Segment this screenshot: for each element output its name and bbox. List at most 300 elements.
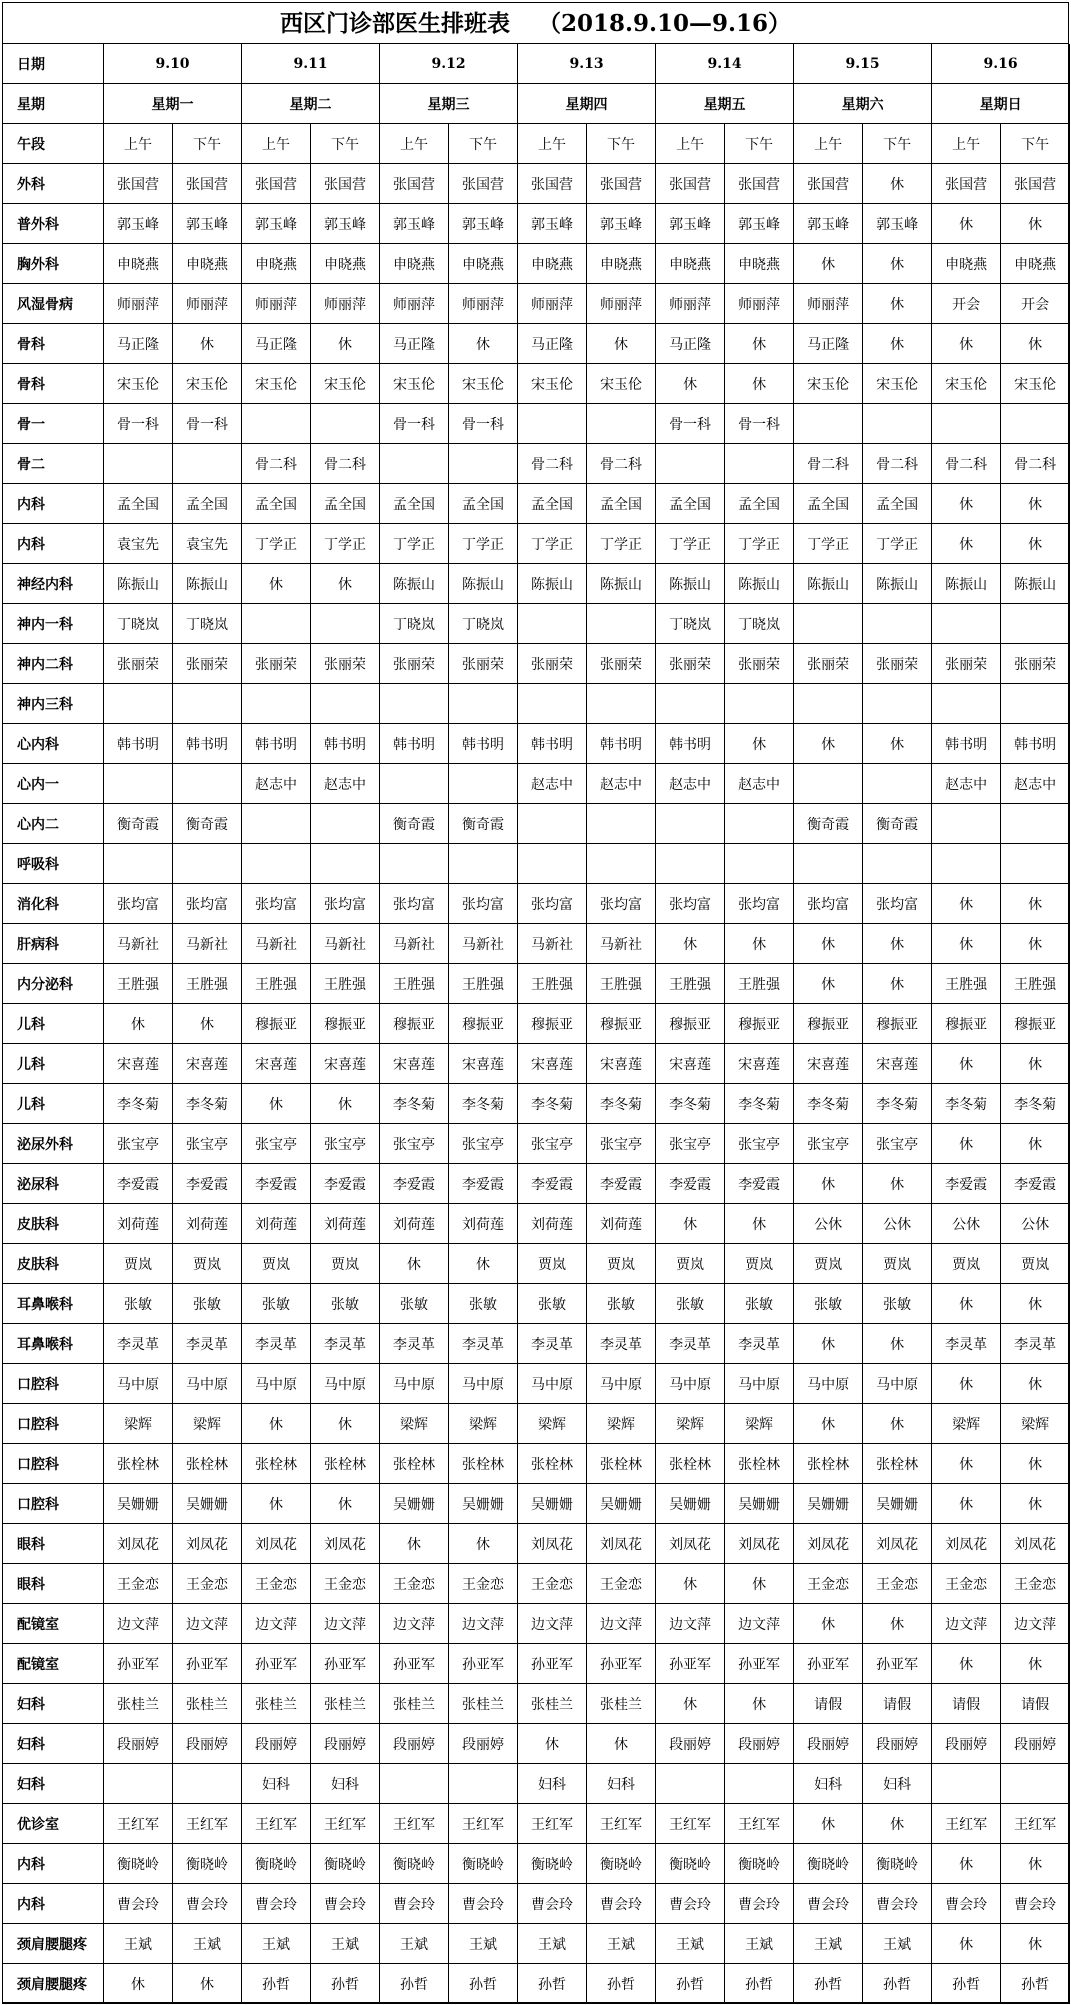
doctor-cell: 刘荷莲 (587, 1204, 656, 1244)
doctor-cell: 穆振亚 (725, 1004, 794, 1044)
doctor-cell: 穆振亚 (1001, 1004, 1070, 1044)
doctor-cell: 休 (725, 724, 794, 764)
doctor-cell: 李灵革 (587, 1324, 656, 1364)
doctor-cell: 公休 (932, 1204, 1001, 1244)
doctor-cell: 贾岚 (1001, 1244, 1070, 1284)
doctor-cell: 穆振亚 (863, 1004, 932, 1044)
doctor-cell: 骨一科 (173, 404, 242, 444)
doctor-cell: 休 (932, 324, 1001, 364)
doctor-cell: 边文萍 (1001, 1604, 1070, 1644)
doctor-cell: 张均富 (104, 884, 173, 924)
doctor-cell: 李冬菊 (656, 1084, 725, 1124)
period-cell: 上午 (242, 124, 311, 164)
doctor-cell: 衡晓岭 (104, 1844, 173, 1884)
doctor-cell: 丁晓岚 (380, 604, 449, 644)
doctor-cell (863, 764, 932, 804)
doctor-cell: 边文萍 (380, 1604, 449, 1644)
doctor-cell: 张栓林 (104, 1444, 173, 1484)
table-row (3, 1164, 1070, 1204)
doctor-cell: 李爱霞 (518, 1164, 587, 1204)
doctor-cell: 休 (932, 1444, 1001, 1484)
doctor-cell: 张敏 (518, 1284, 587, 1324)
doctor-cell: 骨二科 (587, 444, 656, 484)
doctor-cell: 吴姗姗 (449, 1484, 518, 1524)
department-cell: 妇科 (3, 1764, 104, 1804)
doctor-cell: 孟全国 (449, 484, 518, 524)
doctor-cell: 曹会玲 (1001, 1884, 1070, 1924)
doctor-cell: 张均富 (863, 884, 932, 924)
doctor-cell: 休 (863, 284, 932, 324)
doctor-cell: 郭玉峰 (656, 204, 725, 244)
doctor-cell: 宋玉伦 (863, 364, 932, 404)
doctor-cell: 穆振亚 (518, 1004, 587, 1044)
schedule-body (3, 44, 1070, 2004)
doctor-cell: 郭玉峰 (311, 204, 380, 244)
table-row (3, 684, 1070, 724)
doctor-cell: 衡晓岭 (380, 1844, 449, 1884)
doctor-cell (932, 684, 1001, 724)
doctor-cell (863, 604, 932, 644)
table-row (3, 444, 1070, 484)
doctor-cell: 宋玉伦 (311, 364, 380, 404)
doctor-cell: 张桂兰 (449, 1684, 518, 1724)
doctor-cell: 刘荷莲 (173, 1204, 242, 1244)
doctor-cell: 张丽荣 (380, 644, 449, 684)
doctor-cell: 休 (794, 1404, 863, 1444)
table-row (3, 1004, 1070, 1044)
doctor-cell: 贾岚 (173, 1244, 242, 1284)
doctor-cell: 休 (863, 1324, 932, 1364)
doctor-cell: 刘凤花 (587, 1524, 656, 1564)
doctor-cell: 张宝亭 (380, 1124, 449, 1164)
doctor-cell: 师丽萍 (518, 284, 587, 324)
department-cell: 眼科 (3, 1524, 104, 1564)
doctor-cell: 衡晓岭 (725, 1844, 794, 1884)
table-row (3, 484, 1070, 524)
doctor-cell (587, 604, 656, 644)
doctor-cell: 休 (1001, 1124, 1070, 1164)
doctor-cell: 赵志中 (518, 764, 587, 804)
doctor-cell: 韩书明 (449, 724, 518, 764)
doctor-cell (242, 804, 311, 844)
table-row (3, 1484, 1070, 1524)
doctor-cell: 丁晓岚 (725, 604, 794, 644)
doctor-cell: 刘凤花 (242, 1524, 311, 1564)
doctor-cell: 衡奇霞 (863, 804, 932, 844)
doctor-cell: 张丽荣 (173, 644, 242, 684)
doctor-cell: 陈振山 (863, 564, 932, 604)
doctor-cell: 王斌 (794, 1924, 863, 1964)
doctor-cell (794, 404, 863, 444)
doctor-cell: 张国营 (104, 164, 173, 204)
doctor-cell: 穆振亚 (380, 1004, 449, 1044)
doctor-cell: 贾岚 (863, 1244, 932, 1284)
doctor-cell: 王胜强 (725, 964, 794, 1004)
doctor-cell: 段丽婷 (173, 1724, 242, 1764)
doctor-cell: 衡晓岭 (242, 1844, 311, 1884)
period-cell: 下午 (1001, 124, 1070, 164)
schedule-sheet (2, 2, 1069, 2003)
doctor-cell: 穆振亚 (932, 1004, 1001, 1044)
doctor-cell: 宋喜莲 (242, 1044, 311, 1084)
doctor-cell: 贾岚 (242, 1244, 311, 1284)
doctor-cell: 师丽萍 (311, 284, 380, 324)
department-cell: 胸外科 (3, 244, 104, 284)
doctor-cell: 休 (1001, 924, 1070, 964)
doctor-cell: 贾岚 (311, 1244, 380, 1284)
department-cell: 配镜室 (3, 1604, 104, 1644)
doctor-cell: 师丽萍 (380, 284, 449, 324)
doctor-cell: 穆振亚 (587, 1004, 656, 1044)
doctor-cell: 张国营 (587, 164, 656, 204)
doctor-cell: 张宝亭 (104, 1124, 173, 1164)
doctor-cell: 孙哲 (380, 1964, 449, 2004)
doctor-cell (449, 844, 518, 884)
doctor-cell: 段丽婷 (1001, 1724, 1070, 1764)
doctor-cell: 段丽婷 (794, 1724, 863, 1764)
department-cell: 神内三科 (3, 684, 104, 724)
doctor-cell: 孙亚军 (173, 1644, 242, 1684)
doctor-cell: 丁学正 (449, 524, 518, 564)
doctor-cell: 李灵革 (932, 1324, 1001, 1364)
doctor-cell (932, 604, 1001, 644)
doctor-cell (794, 844, 863, 884)
doctor-cell: 张桂兰 (311, 1684, 380, 1724)
doctor-cell: 张敏 (449, 1284, 518, 1324)
doctor-cell: 孟全国 (656, 484, 725, 524)
doctor-cell: 王胜强 (656, 964, 725, 1004)
doctor-cell: 宋玉伦 (587, 364, 656, 404)
doctor-cell: 郭玉峰 (863, 204, 932, 244)
department-cell: 骨二 (3, 444, 104, 484)
doctor-cell (1001, 804, 1070, 844)
doctor-cell: 申晓燕 (518, 244, 587, 284)
doctor-cell: 休 (932, 924, 1001, 964)
doctor-cell: 丁学正 (725, 524, 794, 564)
doctor-cell (242, 684, 311, 724)
doctor-cell: 休 (932, 884, 1001, 924)
doctor-cell: 李灵革 (104, 1324, 173, 1364)
doctor-cell: 陈振山 (104, 564, 173, 604)
doctor-cell: 孙亚军 (587, 1644, 656, 1684)
doctor-cell: 王红军 (104, 1804, 173, 1844)
doctor-cell: 休 (1001, 204, 1070, 244)
doctor-cell: 衡奇霞 (173, 804, 242, 844)
period-cell: 上午 (518, 124, 587, 164)
doctor-cell: 申晓燕 (656, 244, 725, 284)
table-row (3, 1244, 1070, 1284)
doctor-cell: 休 (932, 1484, 1001, 1524)
doctor-cell: 骨一科 (104, 404, 173, 444)
doctor-cell: 马新社 (518, 924, 587, 964)
doctor-cell: 休 (656, 1204, 725, 1244)
doctor-cell: 韩书明 (380, 724, 449, 764)
department-cell: 肝病科 (3, 924, 104, 964)
doctor-cell: 刘凤花 (656, 1524, 725, 1564)
doctor-cell: 段丽婷 (656, 1724, 725, 1764)
doctor-cell: 休 (794, 1324, 863, 1364)
doctor-cell: 张敏 (863, 1284, 932, 1324)
doctor-cell: 休 (380, 1524, 449, 1564)
doctor-cell: 曹会玲 (242, 1884, 311, 1924)
date-cell: 9.11 (242, 44, 380, 84)
doctor-cell: 孙亚军 (104, 1644, 173, 1684)
table-row (3, 1884, 1070, 1924)
doctor-cell: 马正隆 (656, 324, 725, 364)
weekday-cell: 星期一 (104, 84, 242, 124)
doctor-cell: 吴姗姗 (518, 1484, 587, 1524)
doctor-cell: 申晓燕 (587, 244, 656, 284)
table-row (3, 1724, 1070, 1764)
doctor-cell (656, 844, 725, 884)
doctor-cell: 刘荷莲 (518, 1204, 587, 1244)
doctor-cell: 张国营 (311, 164, 380, 204)
doctor-cell: 休 (587, 1724, 656, 1764)
doctor-cell: 李冬菊 (173, 1084, 242, 1124)
doctor-cell: 马新社 (242, 924, 311, 964)
doctor-cell: 李爱霞 (104, 1164, 173, 1204)
doctor-cell: 请假 (794, 1684, 863, 1724)
doctor-cell (173, 684, 242, 724)
doctor-cell: 宋玉伦 (518, 364, 587, 404)
doctor-cell: 张栓林 (863, 1444, 932, 1484)
period-cell: 下午 (173, 124, 242, 164)
header-weekday-row (3, 84, 1070, 124)
doctor-cell: 休 (449, 1524, 518, 1564)
doctor-cell: 开会 (932, 284, 1001, 324)
doctor-cell (242, 844, 311, 884)
doctor-cell: 王金恋 (173, 1564, 242, 1604)
doctor-cell: 休 (1001, 1644, 1070, 1684)
doctor-cell: 骨二科 (932, 444, 1001, 484)
doctor-cell: 衡晓岭 (656, 1844, 725, 1884)
department-cell: 骨科 (3, 364, 104, 404)
doctor-cell: 休 (794, 1604, 863, 1644)
doctor-cell: 马中原 (380, 1364, 449, 1404)
doctor-cell: 张敏 (656, 1284, 725, 1324)
weekday-cell: 星期日 (932, 84, 1070, 124)
doctor-cell: 休 (587, 324, 656, 364)
doctor-cell: 王红军 (518, 1804, 587, 1844)
doctor-cell: 申晓燕 (1001, 244, 1070, 284)
doctor-cell: 赵志中 (587, 764, 656, 804)
doctor-cell: 休 (863, 924, 932, 964)
doctor-cell: 郭玉峰 (380, 204, 449, 244)
table-row (3, 964, 1070, 1004)
department-cell: 口腔科 (3, 1364, 104, 1404)
doctor-cell: 孙亚军 (242, 1644, 311, 1684)
doctor-cell: 马新社 (104, 924, 173, 964)
doctor-cell (449, 684, 518, 724)
doctor-cell: 贾岚 (518, 1244, 587, 1284)
doctor-cell: 吴姗姗 (380, 1484, 449, 1524)
doctor-cell (725, 844, 794, 884)
doctor-cell: 李冬菊 (863, 1084, 932, 1124)
doctor-cell: 休 (863, 1164, 932, 1204)
doctor-cell: 王金恋 (104, 1564, 173, 1604)
doctor-cell: 赵志中 (725, 764, 794, 804)
doctor-cell: 宋玉伦 (449, 364, 518, 404)
doctor-cell: 丁学正 (863, 524, 932, 564)
doctor-cell: 李冬菊 (518, 1084, 587, 1124)
doctor-cell: 休 (932, 1844, 1001, 1884)
department-cell: 神内二科 (3, 644, 104, 684)
doctor-cell: 张国营 (656, 164, 725, 204)
doctor-cell: 休 (242, 1484, 311, 1524)
date-range: （2018.9.10—9.16） (537, 10, 792, 37)
doctor-cell: 孙哲 (725, 1964, 794, 2004)
doctor-cell: 段丽婷 (449, 1724, 518, 1764)
doctor-cell (173, 444, 242, 484)
doctor-cell: 梁辉 (587, 1404, 656, 1444)
doctor-cell: 韩书明 (104, 724, 173, 764)
doctor-cell: 休 (794, 964, 863, 1004)
department-cell: 皮肤科 (3, 1204, 104, 1244)
doctor-cell: 郭玉峰 (449, 204, 518, 244)
doctor-cell: 李冬菊 (1001, 1084, 1070, 1124)
doctor-cell: 张均富 (380, 884, 449, 924)
table-row (3, 644, 1070, 684)
doctor-cell: 张国营 (518, 164, 587, 204)
doctor-cell: 孟全国 (173, 484, 242, 524)
doctor-cell: 张桂兰 (104, 1684, 173, 1724)
doctor-cell: 师丽萍 (449, 284, 518, 324)
doctor-cell: 贾岚 (794, 1244, 863, 1284)
doctor-cell: 王红军 (1001, 1804, 1070, 1844)
doctor-cell: 王斌 (587, 1924, 656, 1964)
doctor-cell (242, 404, 311, 444)
doctor-cell: 休 (1001, 1844, 1070, 1884)
doctor-cell: 休 (1001, 1444, 1070, 1484)
doctor-cell: 孟全国 (794, 484, 863, 524)
doctor-cell: 休 (1001, 1924, 1070, 1964)
department-cell: 普外科 (3, 204, 104, 244)
doctor-cell (587, 404, 656, 444)
doctor-cell: 陈振山 (1001, 564, 1070, 604)
doctor-cell: 张栓林 (656, 1444, 725, 1484)
doctor-cell: 王金恋 (863, 1564, 932, 1604)
department-cell: 配镜室 (3, 1644, 104, 1684)
doctor-cell: 师丽萍 (656, 284, 725, 324)
table-row (3, 764, 1070, 804)
doctor-cell: 师丽萍 (794, 284, 863, 324)
doctor-cell: 请假 (863, 1684, 932, 1724)
doctor-cell: 孙哲 (242, 1964, 311, 2004)
doctor-cell: 马中原 (311, 1364, 380, 1404)
doctor-cell: 王斌 (104, 1924, 173, 1964)
department-cell: 风湿骨病 (3, 284, 104, 324)
doctor-cell: 刘凤花 (311, 1524, 380, 1564)
doctor-cell: 梁辉 (518, 1404, 587, 1444)
doctor-cell: 衡奇霞 (104, 804, 173, 844)
doctor-cell: 赵志中 (1001, 764, 1070, 804)
doctor-cell: 贾岚 (587, 1244, 656, 1284)
table-row (3, 1924, 1070, 1964)
doctor-cell: 宋喜莲 (518, 1044, 587, 1084)
doctor-cell: 丁学正 (794, 524, 863, 564)
table-row (3, 1324, 1070, 1364)
doctor-cell: 张宝亭 (656, 1124, 725, 1164)
doctor-cell: 段丽婷 (725, 1724, 794, 1764)
department-cell: 内科 (3, 1884, 104, 1924)
doctor-cell: 张丽荣 (518, 644, 587, 684)
doctor-cell: 师丽萍 (104, 284, 173, 324)
doctor-cell: 梁辉 (1001, 1404, 1070, 1444)
doctor-cell: 休 (242, 1084, 311, 1124)
doctor-cell: 陈振山 (932, 564, 1001, 604)
table-row (3, 1804, 1070, 1844)
doctor-cell: 申晓燕 (449, 244, 518, 284)
department-cell: 心内一 (3, 764, 104, 804)
doctor-cell: 休 (380, 1244, 449, 1284)
doctor-cell: 休 (104, 1004, 173, 1044)
doctor-cell: 王斌 (656, 1924, 725, 1964)
doctor-cell: 李爱霞 (449, 1164, 518, 1204)
doctor-cell (656, 444, 725, 484)
doctor-cell: 李灵革 (380, 1324, 449, 1364)
department-cell: 呼吸科 (3, 844, 104, 884)
doctor-cell: 师丽萍 (242, 284, 311, 324)
date-cell: 9.12 (380, 44, 518, 84)
doctor-cell: 赵志中 (242, 764, 311, 804)
period-cell: 下午 (725, 124, 794, 164)
date-label: 日期 (3, 44, 104, 84)
doctor-cell: 贾岚 (725, 1244, 794, 1284)
weekday-cell: 星期二 (242, 84, 380, 124)
doctor-cell: 吴姗姗 (656, 1484, 725, 1524)
doctor-cell: 申晓燕 (311, 244, 380, 284)
doctor-cell: 孟全国 (518, 484, 587, 524)
table-row (3, 1124, 1070, 1164)
doctor-cell: 宋玉伦 (794, 364, 863, 404)
doctor-cell: 袁宝先 (173, 524, 242, 564)
doctor-cell: 陈振山 (587, 564, 656, 604)
doctor-cell: 李爱霞 (242, 1164, 311, 1204)
doctor-cell: 曹会玲 (104, 1884, 173, 1924)
doctor-cell: 休 (863, 244, 932, 284)
weekday-cell: 星期四 (518, 84, 656, 124)
doctor-cell: 张栓林 (587, 1444, 656, 1484)
doctor-cell: 王斌 (863, 1924, 932, 1964)
doctor-cell: 休 (104, 1964, 173, 2004)
doctor-cell: 马中原 (173, 1364, 242, 1404)
doctor-cell: 吴姗姗 (173, 1484, 242, 1524)
doctor-cell: 师丽萍 (587, 284, 656, 324)
doctor-cell: 休 (863, 1604, 932, 1644)
table-row (3, 1604, 1070, 1644)
doctor-cell: 孟全国 (587, 484, 656, 524)
doctor-cell: 衡晓岭 (518, 1844, 587, 1884)
doctor-cell: 丁学正 (311, 524, 380, 564)
doctor-cell: 王红军 (587, 1804, 656, 1844)
table-row (3, 1524, 1070, 1564)
doctor-cell: 李爱霞 (1001, 1164, 1070, 1204)
doctor-cell (587, 804, 656, 844)
doctor-cell: 孙亚军 (449, 1644, 518, 1684)
doctor-cell: 请假 (1001, 1684, 1070, 1724)
doctor-cell: 韩书明 (242, 724, 311, 764)
doctor-cell: 张宝亭 (587, 1124, 656, 1164)
doctor-cell: 张敏 (173, 1284, 242, 1324)
doctor-cell: 穆振亚 (656, 1004, 725, 1044)
period-cell: 下午 (311, 124, 380, 164)
doctor-cell: 骨一科 (380, 404, 449, 444)
doctor-cell (587, 684, 656, 724)
doctor-cell: 孙亚军 (794, 1644, 863, 1684)
doctor-cell: 骨二科 (794, 444, 863, 484)
doctor-cell (311, 604, 380, 644)
date-cell: 9.14 (656, 44, 794, 84)
